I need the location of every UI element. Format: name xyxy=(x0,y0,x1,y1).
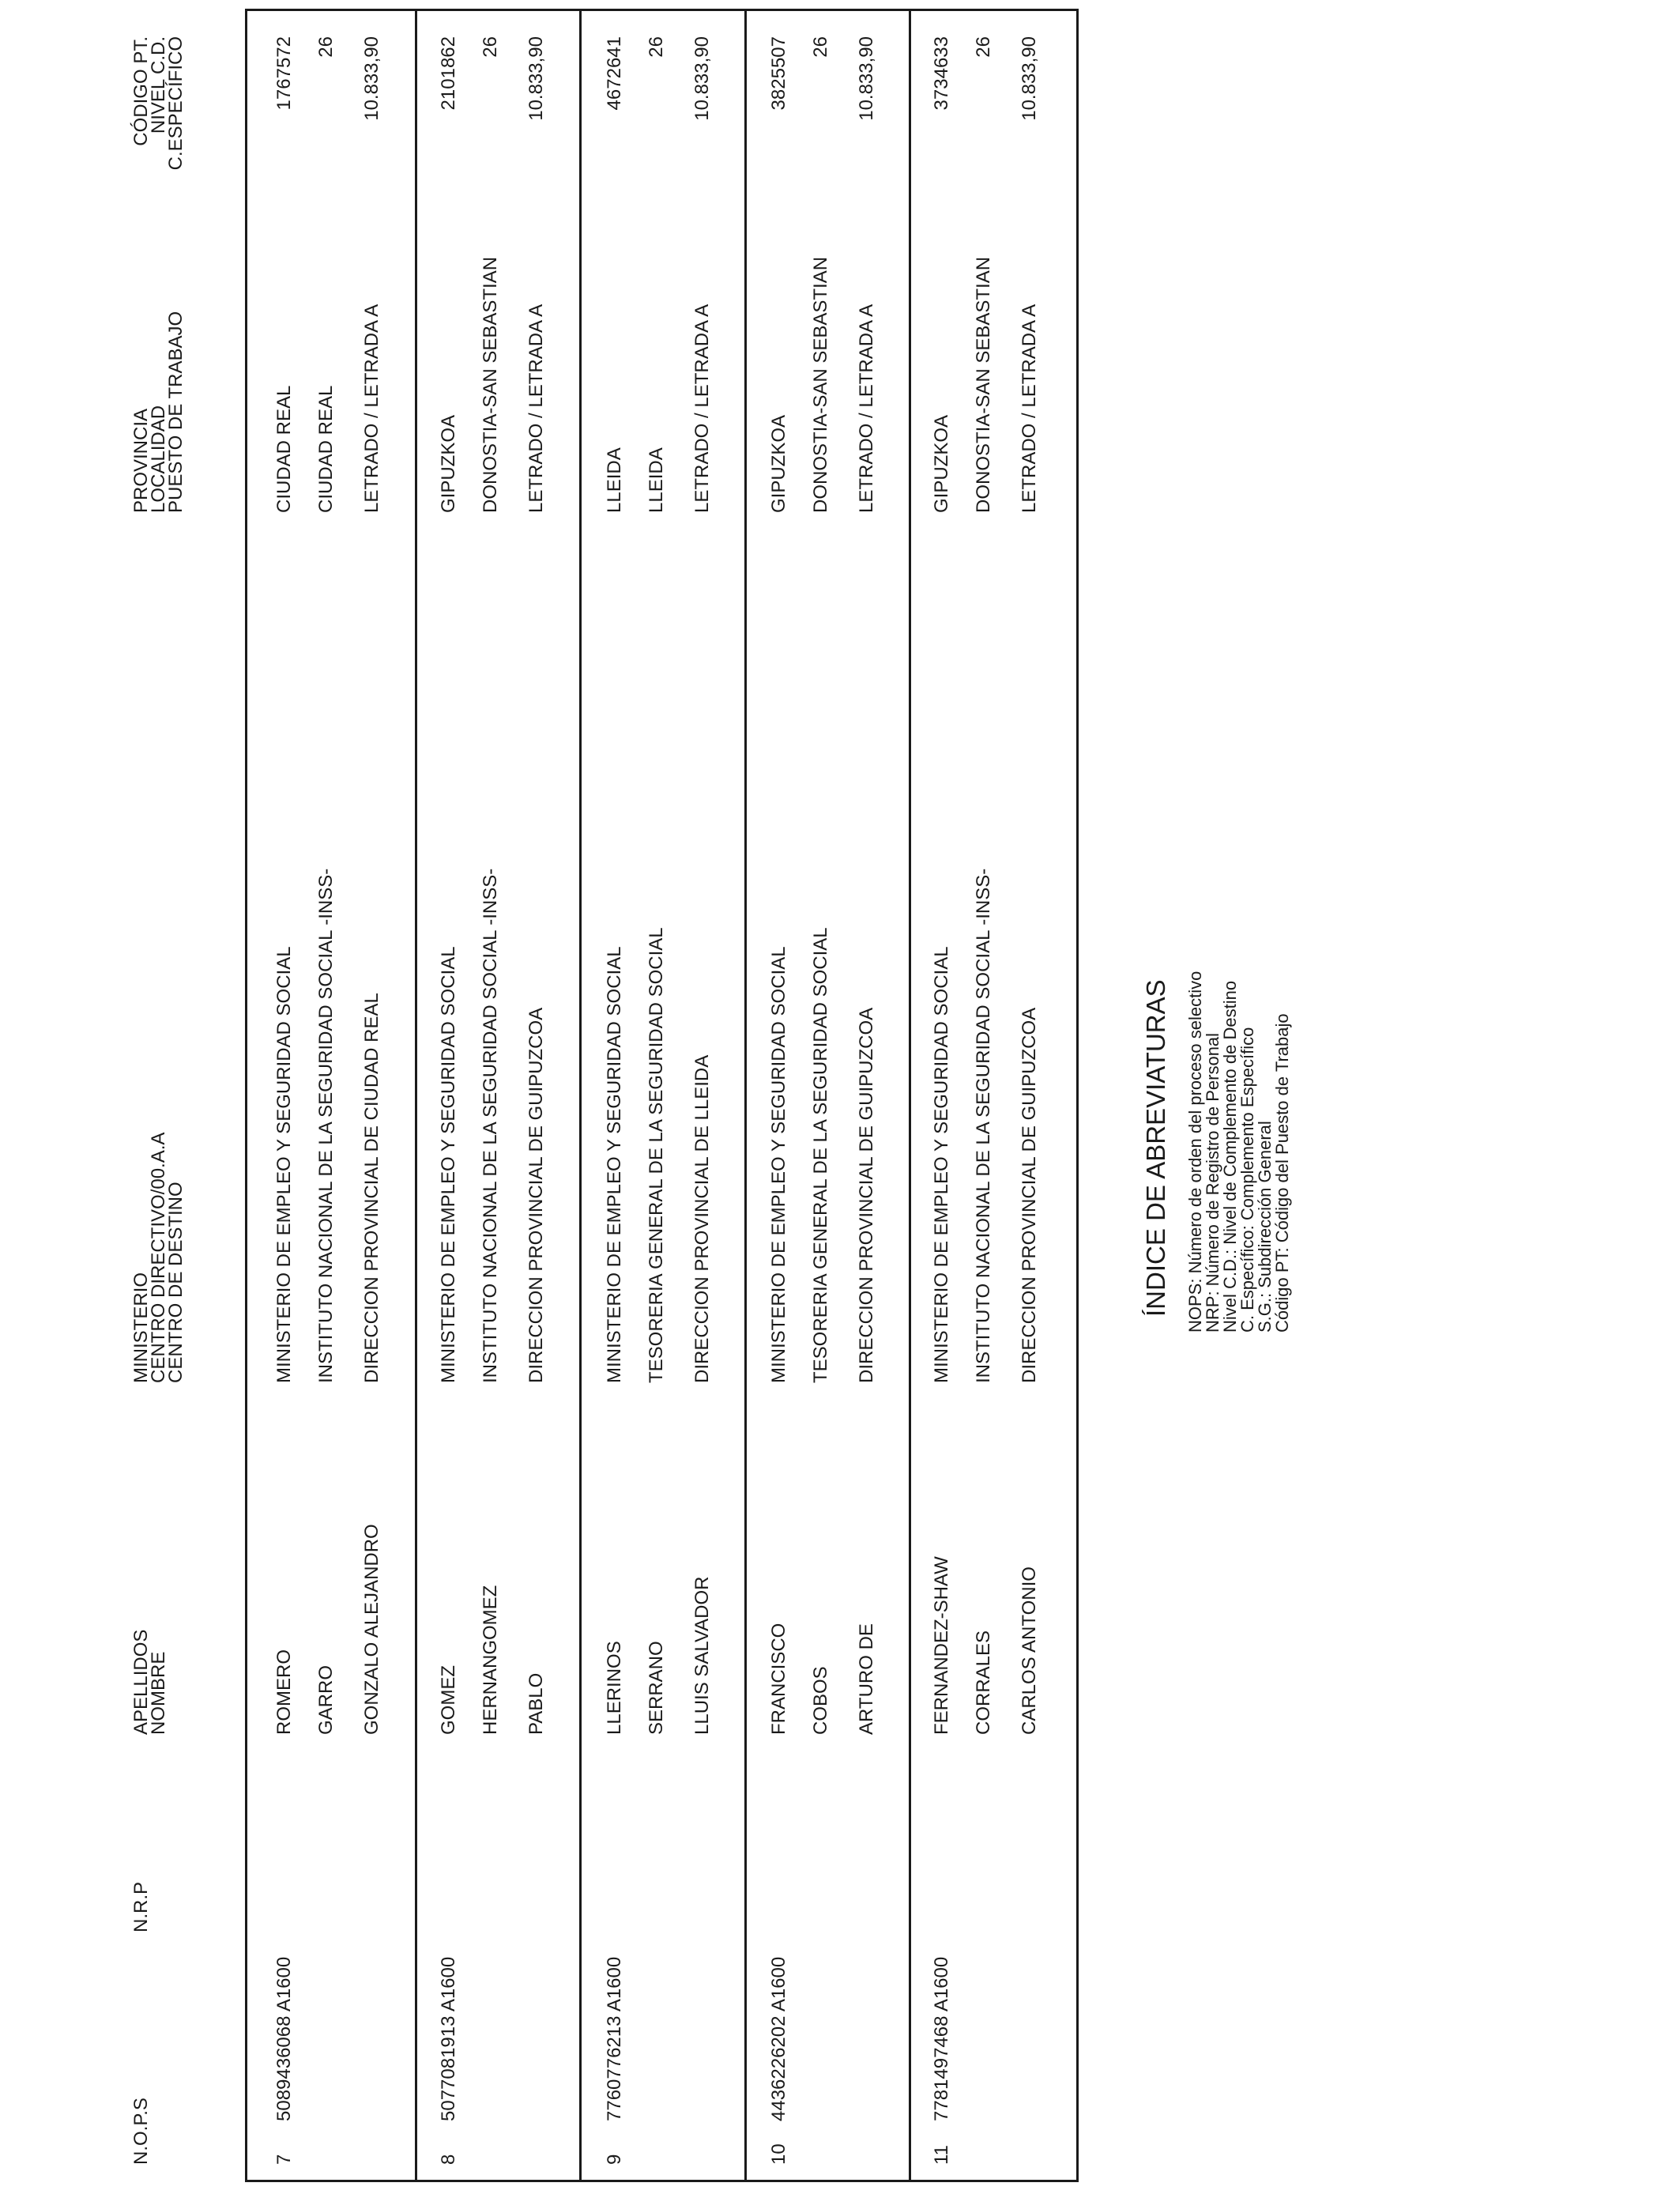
row-localidad: CIUDAD REAL xyxy=(315,385,337,513)
row-apellido-2: SERRANO xyxy=(646,1641,667,1735)
row-c-especifico: 10.833,90 xyxy=(856,36,877,121)
row-localidad: DONOSTIA-SAN SEBASTIAN xyxy=(480,256,501,513)
header-nombre: NOMBRE xyxy=(148,1651,169,1735)
abbreviation-line: Código PT: Código del Puesto de Trabajo xyxy=(1272,1013,1292,1333)
row-codigo-pt: 4672641 xyxy=(604,36,625,111)
row-centro-destino: DIRECCION PROVINCIAL DE GUIPUZCOA xyxy=(856,1007,877,1383)
row-provincia: CIUDAD REAL xyxy=(273,385,295,513)
abbreviation-line: C. Específico: Complemento Específico xyxy=(1237,1027,1257,1333)
row-c-especifico: 10.833,90 xyxy=(525,36,547,121)
header-centro-destino: CENTRO DE DESTINO xyxy=(165,1182,186,1383)
header-ministerio: MINISTERIO xyxy=(130,1272,152,1383)
row-nivel-cd: 26 xyxy=(480,36,501,58)
row-nrp: 7760776213 A1600 xyxy=(604,1956,625,2121)
row-nops: 7 xyxy=(273,2154,295,2165)
row-apellido-1: FERNANDEZ-SHAW xyxy=(931,1556,952,1735)
row-localidad: DONOSTIA-SAN SEBASTIAN xyxy=(810,256,831,513)
row-provincia: GIPUZKOA xyxy=(931,414,952,513)
row-nops: 10 xyxy=(768,2143,789,2165)
abbreviations-title: ÍNDICE DE ABREVIATURAS xyxy=(1141,979,1170,1317)
row-nivel-cd: 26 xyxy=(646,36,667,58)
row-puesto-trabajo: LETRADO / LETRADA A xyxy=(856,303,877,513)
row-localidad: LLEIDA xyxy=(646,447,667,513)
row-nivel-cd: 26 xyxy=(973,36,994,58)
row-centro-destino: DIRECCION PROVINCIAL DE GUIPUZCOA xyxy=(1019,1007,1040,1383)
row-provincia: GIPUZKOA xyxy=(768,414,789,513)
row-nombre: CARLOS ANTONIO xyxy=(1019,1566,1040,1735)
row-separator xyxy=(579,9,582,2182)
row-provincia: GIPUZKOA xyxy=(438,414,459,513)
row-nops: 9 xyxy=(604,2154,625,2165)
row-puesto-trabajo: LETRADO / LETRADA A xyxy=(525,303,547,513)
row-nivel-cd: 26 xyxy=(315,36,337,58)
row-provincia: LLEIDA xyxy=(604,447,625,513)
header-nops: N.O.P.S xyxy=(130,2098,152,2165)
header-apellidos: APELLIDOS xyxy=(130,1629,152,1735)
row-apellido-1: GOMEZ xyxy=(438,1665,459,1735)
header-puesto-trabajo: PUESTO DE TRABAJO xyxy=(165,311,186,513)
row-nrp: 7781497468 A1600 xyxy=(931,1956,952,2121)
row-codigo-pt: 3825507 xyxy=(768,36,789,111)
row-apellido-1: ROMERO xyxy=(273,1649,295,1735)
row-apellido-1: FRANCISCO xyxy=(768,1623,789,1735)
row-separator xyxy=(415,9,417,2182)
row-codigo-pt: 2101862 xyxy=(438,36,459,111)
row-localidad: DONOSTIA-SAN SEBASTIAN xyxy=(973,256,994,513)
row-centro-destino: DIRECCION PROVINCIAL DE CIUDAD REAL xyxy=(361,993,382,1383)
row-centro-destino: DIRECCION PROVINCIAL DE LLEIDA xyxy=(691,1054,713,1383)
row-nombre: LLUIS SALVADOR xyxy=(691,1576,713,1735)
row-ministerio: MINISTERIO DE EMPLEO Y SEGURIDAD SOCIAL xyxy=(273,946,295,1383)
header-provincia: PROVINCIA xyxy=(130,408,152,513)
row-nivel-cd: 26 xyxy=(810,36,831,58)
row-centro-directivo: INSTITUTO NACIONAL DE LA SEGURIDAD SOCIAL -INSS- xyxy=(973,868,994,1383)
row-centro-directivo: TESORERIA GENERAL DE LA SEGURIDAD SOCIAL xyxy=(646,927,667,1383)
row-apellido-2: CORRALES xyxy=(973,1630,994,1735)
abbreviation-line: NOPS: Número de orden del proceso selectivo xyxy=(1185,971,1205,1333)
row-separator xyxy=(909,9,911,2182)
row-puesto-trabajo: LETRADO / LETRADA A xyxy=(1019,303,1040,513)
row-codigo-pt: 3734633 xyxy=(931,36,952,111)
header-nivel-cd: NIVEL C.D. xyxy=(148,36,169,134)
row-c-especifico: 10.833,90 xyxy=(1019,36,1040,121)
row-ministerio: MINISTERIO DE EMPLEO Y SEGURIDAD SOCIAL xyxy=(604,946,625,1383)
header-nrp: N.R.P xyxy=(130,1881,152,1932)
row-nombre: PABLO xyxy=(525,1672,547,1735)
row-ministerio: MINISTERIO DE EMPLEO Y SEGURIDAD SOCIAL xyxy=(768,946,789,1383)
abbreviation-line: NRP: Número de Registro de Personal xyxy=(1203,1032,1222,1333)
row-centro-directivo: INSTITUTO NACIONAL DE LA SEGURIDAD SOCIAL -INSS- xyxy=(480,868,501,1383)
row-nops: 11 xyxy=(931,2145,952,2165)
row-codigo-pt: 1767572 xyxy=(273,36,295,111)
abbreviation-line: Nivel C.D.: Nivel de Complemento de Destino xyxy=(1220,980,1240,1333)
row-nombre: GONZALO ALEJANDRO xyxy=(361,1524,382,1735)
row-centro-directivo: TESORERIA GENERAL DE LA SEGURIDAD SOCIAL xyxy=(810,927,831,1383)
row-nombre: ARTURO DE xyxy=(856,1623,877,1735)
header-codigo-pt: CÓDIGO PT. xyxy=(130,36,152,146)
row-nrp: 4436226202 A1600 xyxy=(768,1956,789,2121)
row-apellido-2: HERNANGOMEZ xyxy=(480,1585,501,1735)
abbreviation-line: S.G.: Subdirección General xyxy=(1255,1121,1275,1333)
row-nrp: 5089436068 A1600 xyxy=(273,1956,295,2121)
row-centro-directivo: INSTITUTO NACIONAL DE LA SEGURIDAD SOCIAL -INSS- xyxy=(315,868,337,1383)
row-apellido-2: GARRO xyxy=(315,1664,337,1735)
row-puesto-trabajo: LETRADO / LETRADA A xyxy=(691,303,713,513)
row-nrp: 5077081913 A1600 xyxy=(438,1956,459,2121)
header-centro-directivo: CENTRO DIRECTIVO/00.A.A xyxy=(148,1132,169,1383)
header-c-especifico: C.ESPECÍFICO xyxy=(165,36,186,171)
header-localidad: LOCALIDAD xyxy=(148,405,169,513)
row-centro-destino: DIRECCION PROVINCIAL DE GUIPUZCOA xyxy=(525,1007,547,1383)
row-puesto-trabajo: LETRADO / LETRADA A xyxy=(361,303,382,513)
row-apellido-2: COBOS xyxy=(810,1666,831,1735)
row-separator xyxy=(744,9,747,2182)
row-ministerio: MINISTERIO DE EMPLEO Y SEGURIDAD SOCIAL xyxy=(931,946,952,1383)
row-apellido-1: LLERINOS xyxy=(604,1641,625,1735)
row-ministerio: MINISTERIO DE EMPLEO Y SEGURIDAD SOCIAL xyxy=(438,946,459,1383)
row-c-especifico: 10.833,90 xyxy=(691,36,713,121)
row-nops: 8 xyxy=(438,2154,459,2165)
row-c-especifico: 10.833,90 xyxy=(361,36,382,121)
